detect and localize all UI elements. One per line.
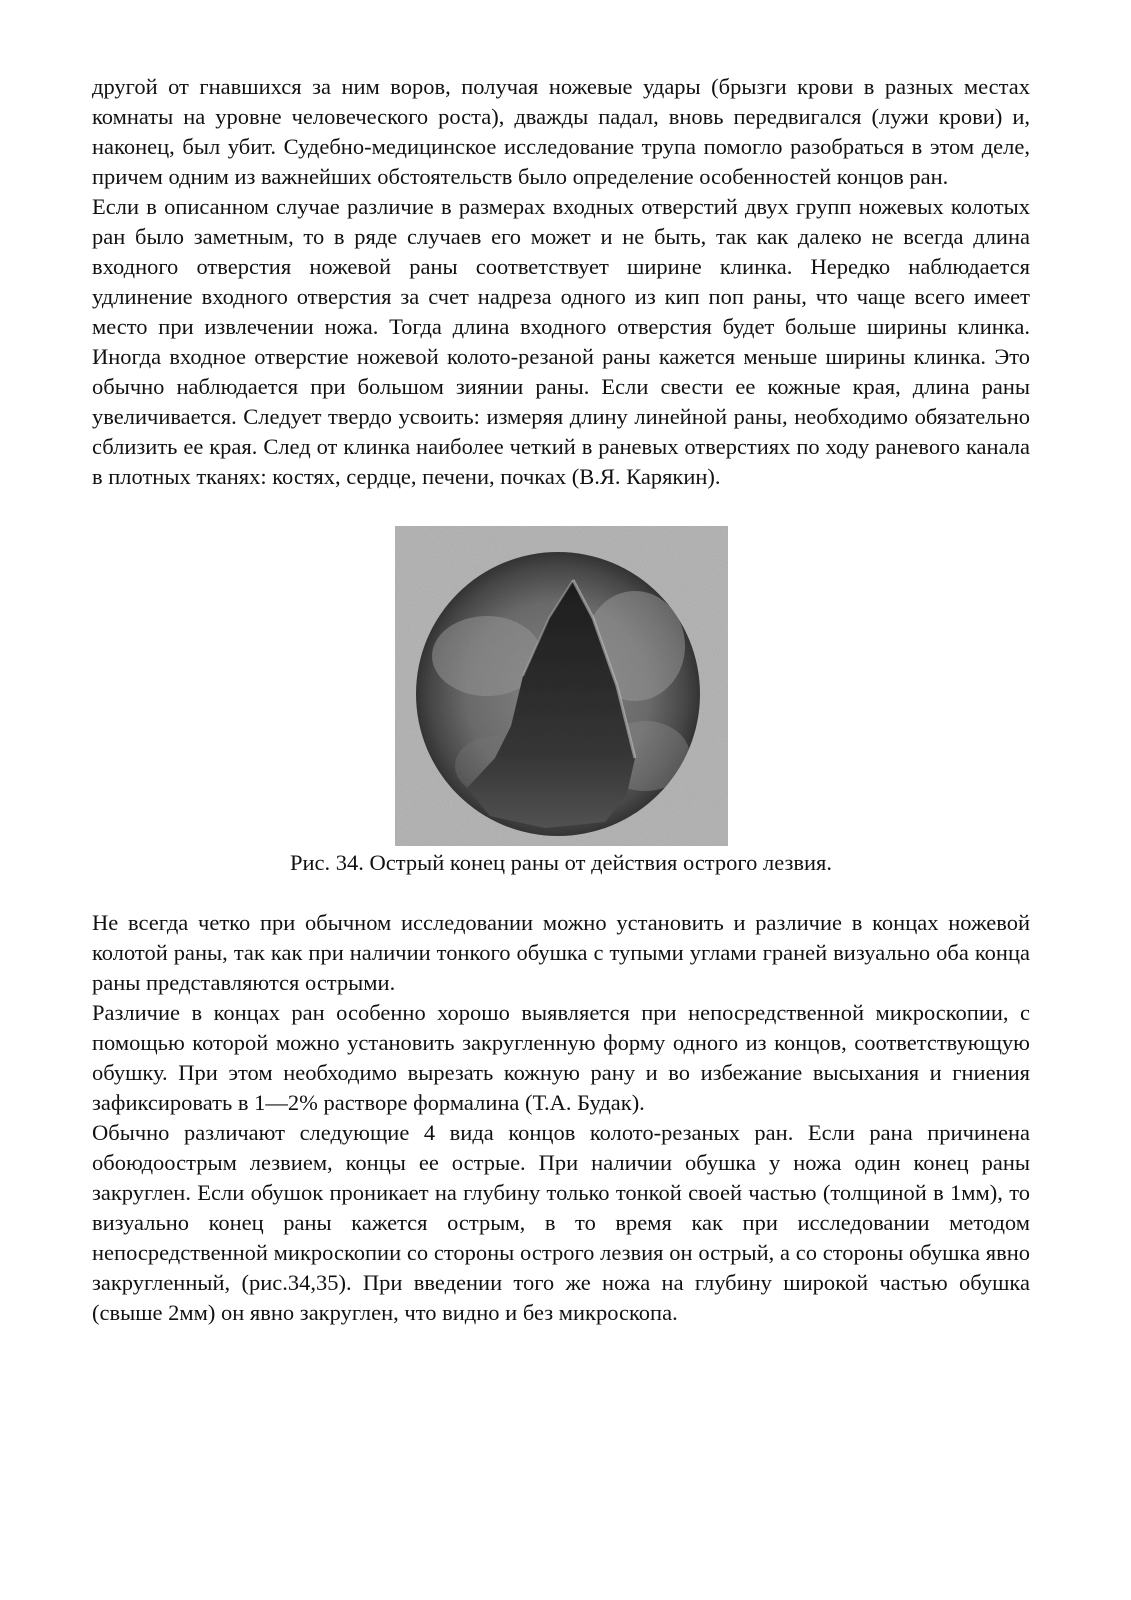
paragraph: другой от гнавшихся за ним воров, получая ножевые удары (брызги крови в разных местах комнаты на уровне человеческого роста), дважды падал, вновь передвигался (лужи крови) и, наконец, был убит. Судебно-медицинское исследование трупа помогло разобраться в этом деле, причем одним из важнейших обстоятельств было определение особенностей концов ран. xyxy=(92,74,1030,189)
figure-caption: Рис. 34. Острый конец раны от действия острого лезвия. xyxy=(290,850,832,875)
document-page xyxy=(92,72,1030,1328)
spacer xyxy=(92,878,1030,908)
figure-34 xyxy=(92,526,1030,878)
wound-micrograph-photo xyxy=(395,526,728,846)
paragraph: Если в описанном случае различие в размерах входных отверстий двух групп ножевых колотых ран было заметным, то в ряде случаев его может и не быть, так как далеко не всегда длина входного отверстия ножевой раны соответствует ширине клинка. Нередко наблюдается удлинение входного отверстия за счет надреза одного из кип поп раны, что чаще всего имеет место при извлечении ножа. Тогда длина входного отверстия будет больше ширины клинка. Иногда входное отверстие ножевой колото-резаной раны кажется меньше ширины клинка. Это обычно наблюдается при большом зиянии раны. Если свести ее кожные края, длина раны увеличивается. Следует твердо усвоить: измеряя длину линейной раны, необходимо обязательно сблизить ее края. След от клинка наиболее четкий в раневых отверстиях по ходу раневого канала в плотных тканях: костях, сердце, печени, почках (В.Я. Карякин). xyxy=(92,194,1030,489)
paragraph: Не всегда четко при обычном исследовании можно установить и различие в концах ножевой колотой раны, так как при наличии тонкого обушка с тупыми углами граней визуально оба конца раны представляются острыми. xyxy=(92,910,1030,995)
paragraph: Обычно различают следующие 4 вида концов колото-резаных ран. Если рана причинена обоюдоострым лезвием, концы ее острые. При наличии обушка у ножа один конец раны закруглен. Если обушок проникает на глубину только тонкой своей частью (толщиной в 1мм), то визуально конец раны кажется острым, в то время как при исследовании методом непосредственной микроскопии со стороны острого лезвия он острый, а со стороны обушка явно закругленный, (рис.34,35). При введении того же ножа на глубину широкой частью обушка (свыше 2мм) он явно закруглен, что видно и без микроскопа. xyxy=(92,1120,1030,1325)
paragraph: Различие в концах ран особенно хорошо выявляется при непосредственной микроскопии, с помощью которой можно установить закругленную форму одного из концов, соответствующую обушку. При этом необходимо вырезать кожную рану и во избежание высыхания и гниения зафиксировать в 1—2% растворе формалина (Т.А. Будак). xyxy=(92,1000,1030,1115)
